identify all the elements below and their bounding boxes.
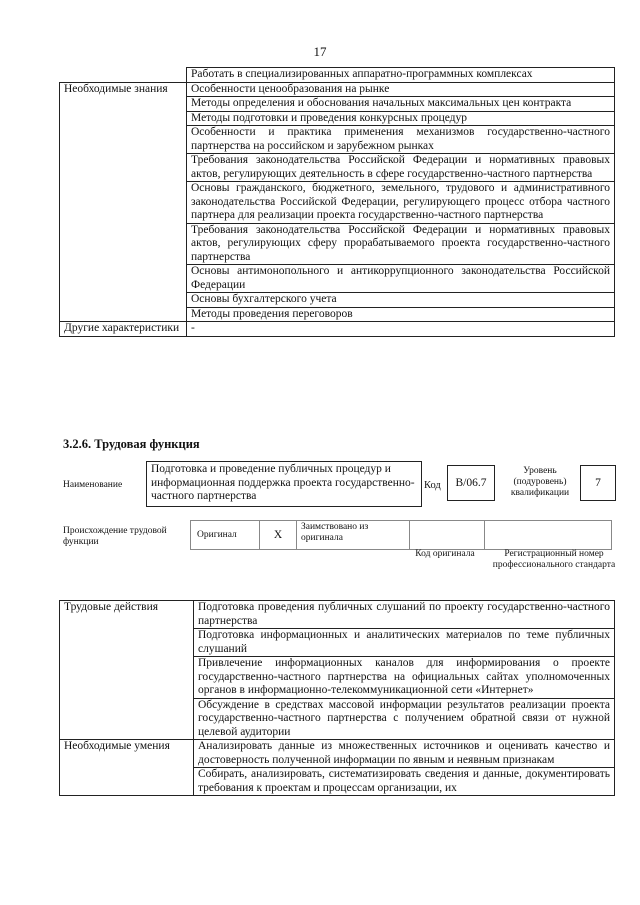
code-original-label: Код оригинала (415, 549, 475, 559)
borrowed-label: Заимствовано из оригинала (301, 522, 369, 543)
action-item: Подготовка проведения публичных слушаний по проекту государственно-частного партнерства (194, 601, 615, 629)
function-name-box: Подготовка и проведение публичных процедур и информационная поддержка проекта государственно-частного партнерства (146, 461, 422, 507)
action-item: Обсуждение в средствах массовой информации результатов реализации проекта государственно-частного партнерства с получением обратной связи от нужной целевой аудитории (194, 698, 615, 740)
skill-cell: Работать в специализированных аппаратно-программных комплексах (187, 68, 615, 83)
actions-table (59, 600, 615, 796)
page-number: 17 (313, 44, 327, 59)
knowledge-item: Особенности и практика применения механизмов государственно-частного партнерства на российском и зарубежном рынках (187, 126, 615, 154)
action-item: Привлечение информационных каналов для информирования о проекте государственно-частного партнерства на официальных сайтах уполномоченных органов в информационно-телекоммуникационной сети «Интернет» (194, 657, 615, 699)
original-mark: X (259, 520, 297, 550)
knowledge-item: Методы определения и обоснования начальных максимальных цен контракта (187, 97, 615, 112)
code-label: Код (424, 480, 441, 491)
section-title: 3.2.6. Трудовая функция (63, 437, 200, 451)
reg-number-label: Регистрационный номер профессионального стандарта (492, 549, 616, 570)
level-label: Уровень (подуровень) квалификации (510, 466, 570, 498)
knowledge-item: Требования законодательства Российской Федерации и нормативных правовых актов, регулирующих деятельность в сфере государственно-частного партнерства (187, 154, 615, 182)
knowledge-item: Основы антимонопольного и антикоррупционного законодательства Российской Федерации (187, 265, 615, 293)
knowledge-table (59, 67, 615, 337)
name-label: Наименование (63, 480, 123, 490)
actions-label: Трудовые действия (60, 601, 194, 740)
skill-item: Анализировать данные из множественных источников и оценивать качество и достоверность полученной информации по явным и неявным признакам (194, 740, 615, 768)
knowledge-item: Методы подготовки и проведения конкурсных процедур (187, 111, 615, 126)
knowledge-item: Основы гражданского, бюджетного, земельного, трудового и административного законодательства Российской Федерации, регулирующего процесс отбора частного партнера для реализации проекта государственно-частного партнерства (187, 182, 615, 224)
action-item: Подготовка информационных и аналитических материалов по теме публичных слушаний (194, 629, 615, 657)
other-characteristics-label: Другие характеристики (60, 322, 187, 337)
level-value-box: 7 (580, 465, 616, 501)
knowledge-label: Необходимые знания (60, 82, 187, 322)
other-characteristics-value: - (187, 322, 615, 337)
skill-item: Собирать, анализировать, систематизировать сведения и данные, документировать требования к проектам и процессам организации, их (194, 768, 615, 796)
origin-row (190, 520, 612, 550)
knowledge-item: Методы проведения переговоров (187, 307, 615, 322)
function-code-box: В/06.7 (447, 465, 495, 501)
knowledge-item: Требования законодательства Российской Федерации и нормативных правовых актов, регулирующих сферу прорабатываемого проекта государственно-частного партнерства (187, 223, 615, 265)
origin-label: Происхождение трудовой функции (63, 526, 167, 547)
knowledge-item: Особенности ценообразования на рынке (187, 82, 615, 97)
skills-label: Необходимые умения (60, 740, 194, 796)
original-label: Оригинал (197, 530, 237, 540)
knowledge-item: Основы бухгалтерского учета (187, 293, 615, 308)
code-original-cell (409, 520, 485, 550)
